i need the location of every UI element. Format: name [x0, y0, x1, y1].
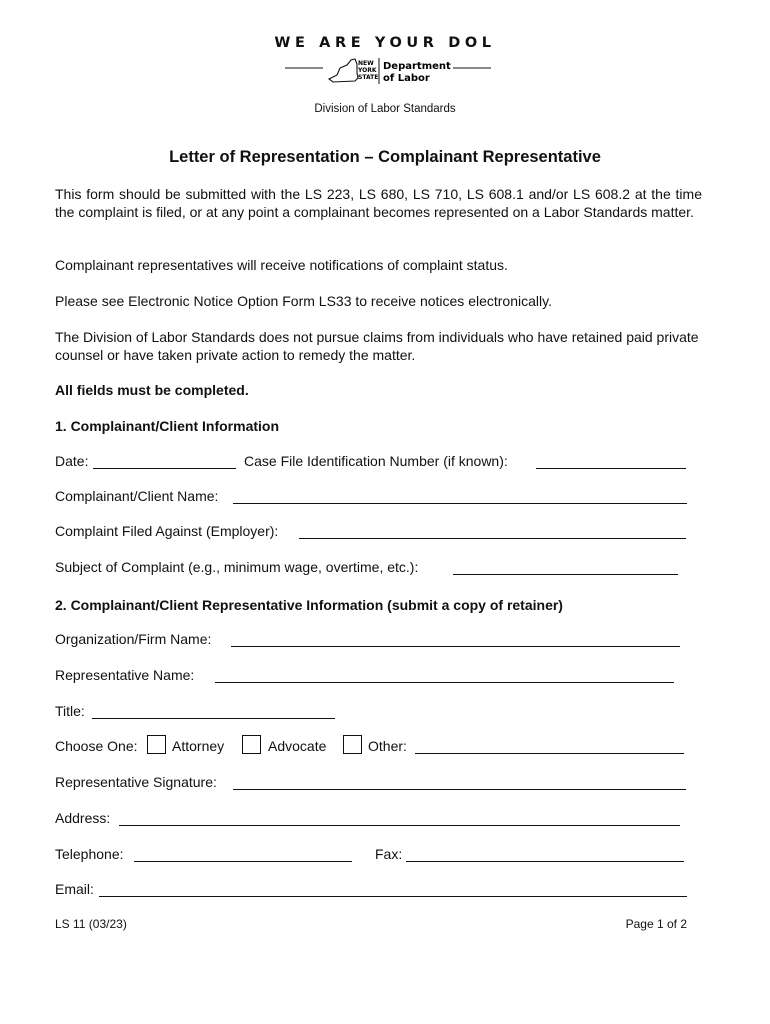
title-row: [55, 703, 695, 723]
phone-fax-row: [55, 846, 695, 866]
section-1-heading: 1. Complainant/Client Information: [55, 418, 280, 434]
division-name: Division of Labor Standards: [314, 103, 456, 115]
subject-field[interactable]: [453, 574, 678, 575]
attorney-label: Attorney: [172, 738, 225, 754]
date-case-row: [55, 453, 695, 473]
title-field[interactable]: [92, 718, 335, 719]
case-id-field[interactable]: [536, 468, 686, 469]
org-row: [55, 631, 695, 651]
nys-dol-logo: [285, 56, 495, 88]
choose-one-row: [55, 738, 695, 758]
org-label: Organization/Firm Name:: [55, 631, 212, 647]
address-field[interactable]: [119, 825, 680, 826]
attorney-checkbox[interactable]: [147, 735, 166, 754]
email-row: [55, 881, 695, 901]
other-label: Other:: [368, 738, 407, 754]
subject-label: Subject of Complaint (e.g., minimum wage, overtime, etc.):: [55, 559, 419, 575]
choose-one-label: Choose One:: [55, 738, 138, 754]
signature-row: [55, 774, 695, 794]
section-2-heading: 2. Complainant/Client Representative Information (submit a copy of retainer): [55, 597, 563, 613]
employer-label: Complaint Filed Against (Employer):: [55, 523, 279, 539]
address-row: [55, 810, 695, 830]
dept-line-2: of Labor: [383, 73, 430, 84]
date-field[interactable]: [93, 468, 236, 469]
email-label: Email:: [55, 881, 94, 897]
dept-line-1: Department: [383, 61, 451, 72]
client-name-row: [55, 488, 695, 508]
form-title: Letter of Representation – Complainant Representative: [169, 148, 601, 166]
advocate-label: Advocate: [268, 738, 327, 754]
title-label: Title:: [55, 703, 85, 719]
state-line-2: YORK: [358, 67, 377, 74]
client-name-label: Complainant/Client Name:: [55, 488, 219, 504]
subject-row: [55, 559, 695, 579]
employer-field[interactable]: [299, 538, 686, 539]
intro-paragraph-3: Please see Electronic Notice Option Form LS33 to receive notices electronically.: [55, 293, 552, 309]
signature-label: Representative Signature:: [55, 774, 217, 790]
brand-tagline: WE ARE YOUR DOL: [274, 35, 496, 51]
telephone-label: Telephone:: [55, 846, 124, 862]
required-notice: All fields must be completed.: [55, 382, 249, 398]
rep-name-row: [55, 667, 695, 687]
email-field[interactable]: [99, 896, 687, 897]
other-checkbox[interactable]: [343, 735, 362, 754]
date-label: Date:: [55, 453, 89, 469]
intro-paragraph-4: The Division of Labor Standards does not pursue claims from individuals who have retained paid private counsel or have taken private action to remedy the matter.: [55, 329, 699, 363]
state-line-3: STATE: [358, 74, 379, 81]
form-id: LS 11 (03/23): [55, 917, 127, 931]
rep-name-label: Representative Name:: [55, 667, 195, 683]
rep-name-field[interactable]: [215, 682, 674, 683]
intro-paragraph-2: Complainant representatives will receive notifications of complaint status.: [55, 257, 508, 273]
client-name-field[interactable]: [233, 503, 687, 504]
signature-field[interactable]: [233, 789, 686, 790]
page-number: Page 1 of 2: [625, 917, 687, 931]
telephone-field[interactable]: [134, 861, 352, 862]
other-field[interactable]: [415, 753, 684, 754]
fax-field[interactable]: [406, 861, 684, 862]
advocate-checkbox[interactable]: [242, 735, 261, 754]
state-line-1: NEW: [358, 60, 374, 67]
employer-row: [55, 523, 695, 543]
org-field[interactable]: [231, 646, 680, 647]
case-id-label: Case File Identification Number (if known):: [244, 453, 508, 469]
address-label: Address:: [55, 810, 111, 826]
fax-label: Fax:: [375, 846, 403, 862]
new-york-state-outline-icon: [329, 59, 358, 82]
intro-paragraph-1: This form should be submitted with the LS 223, LS 680, LS 710, LS 608.1 and/or LS 608.2 at the time the complaint is filed, or at any point a complainant becomes represented on a Labor Standards matter.: [55, 186, 702, 220]
